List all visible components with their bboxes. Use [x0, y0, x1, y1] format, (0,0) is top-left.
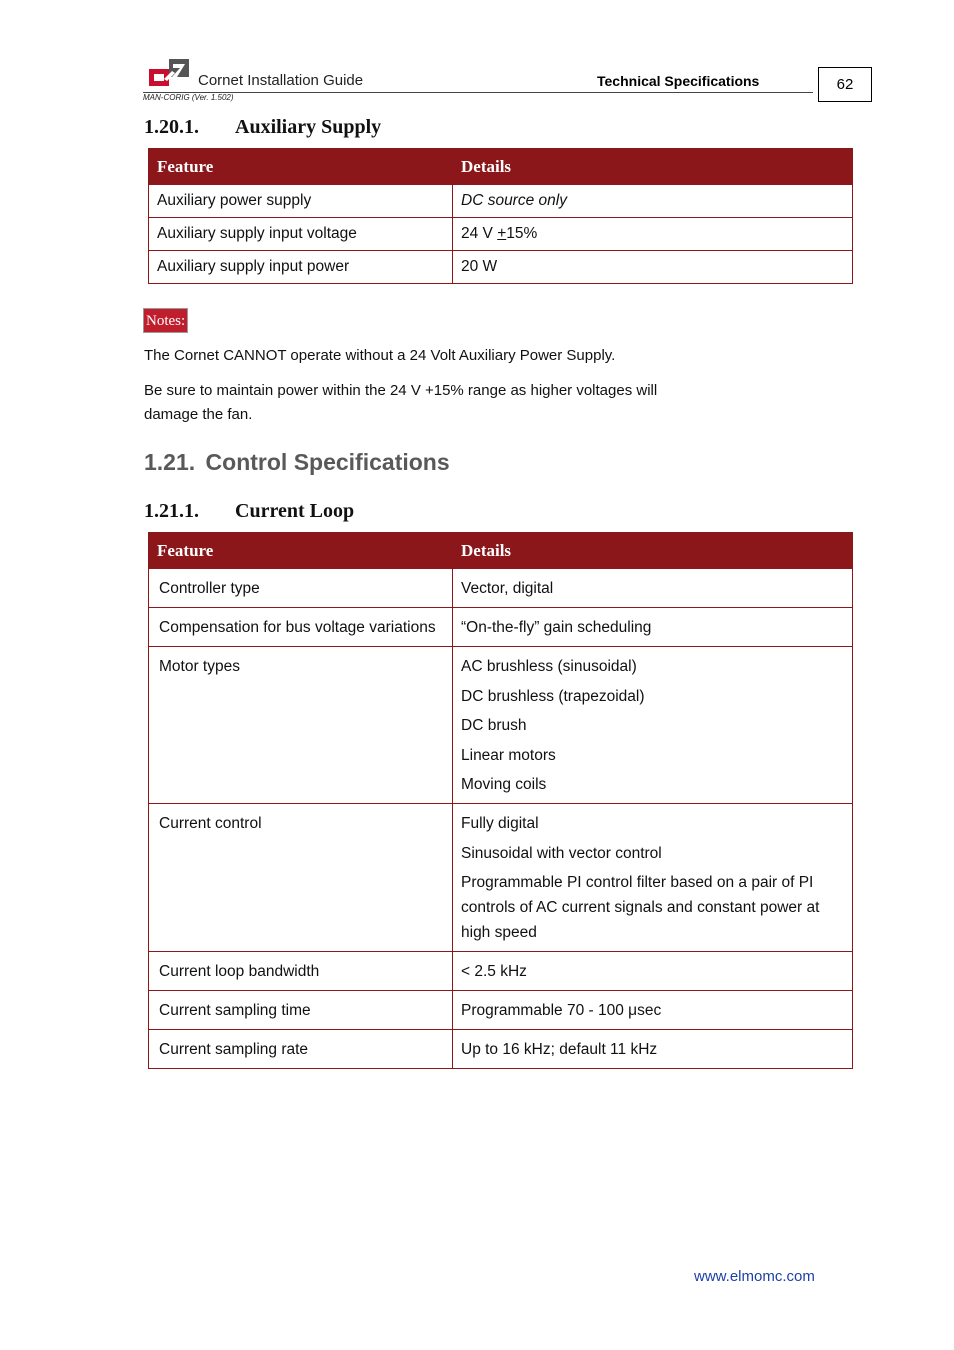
detail-line: Linear motors — [461, 746, 556, 764]
page-number: 62 — [818, 67, 872, 102]
heading-text: Control Specifications — [205, 449, 450, 475]
table-header-row — [149, 149, 853, 185]
table-row — [149, 569, 853, 608]
details-cell — [453, 952, 853, 991]
details-cell — [453, 218, 853, 251]
detail-line: Sinusoidal with vector control — [461, 844, 662, 862]
feature-cell: Compensation for bus voltage variations — [149, 608, 453, 647]
doc-version: MAN-CORIG (Ver. 1.502) — [143, 93, 234, 102]
feature-cell: Auxiliary power supply — [149, 185, 453, 218]
details-suffix: 15% — [506, 225, 538, 242]
feature-cell: Current sampling rate — [149, 1030, 453, 1069]
note-paragraph-1: The Cornet CANNOT operate without a 24 Volt Auxiliary Power Supply. — [144, 347, 616, 364]
details-cell — [453, 647, 853, 804]
header-section-title: Technical Specifications — [597, 73, 760, 89]
column-header-feature: Feature — [149, 533, 453, 569]
table-row — [149, 952, 853, 991]
detail-line: “On-the-fly” gain scheduling — [461, 619, 652, 636]
detail-line: Programmable 70 - 100 μsec — [461, 1002, 662, 1019]
table-row — [149, 804, 853, 952]
detail-line: Up to 16 kHz; default 11 kHz — [461, 1041, 658, 1058]
detail-line: Vector, digital — [461, 580, 554, 597]
table-row — [149, 991, 853, 1030]
feature-cell: Motor types — [149, 647, 453, 804]
current-loop-heading — [144, 500, 544, 526]
column-header-feature: Feature — [149, 149, 453, 185]
feature-cell: Auxiliary supply input voltage — [149, 218, 453, 251]
feature-cell: Current loop bandwidth — [149, 952, 453, 991]
details-cell — [453, 1030, 853, 1069]
detail-line: < 2.5 kHz — [461, 963, 527, 980]
column-header-details: Details — [453, 533, 853, 569]
details-cell — [453, 991, 853, 1030]
heading-number: 1.21. — [144, 449, 196, 475]
column-header-details: Details — [453, 149, 853, 185]
aux-supply-heading — [144, 116, 544, 142]
details-cell: 20 W — [453, 251, 853, 284]
plus-minus-sign: + — [497, 225, 507, 242]
heading-number: 1.20.1. — [144, 116, 199, 138]
notes-label: Notes: — [144, 309, 187, 332]
website-link[interactable]: www.elmomc.com — [694, 1268, 815, 1285]
feature-cell: Current control — [149, 804, 453, 952]
heading-text: Auxiliary Supply — [235, 116, 382, 138]
details-cell — [453, 608, 853, 647]
aux-supply-table — [148, 148, 853, 284]
heading-number: 1.21.1. — [144, 500, 199, 522]
details-cell: DC source only — [453, 185, 853, 218]
details-prefix: 24 V — [461, 225, 498, 242]
detail-line: DC brush — [461, 717, 527, 734]
elmo-logo-icon — [147, 58, 191, 88]
table-row — [149, 251, 853, 284]
feature-cell: Current sampling time — [149, 991, 453, 1030]
table-row — [149, 185, 853, 218]
table-row — [149, 1030, 853, 1069]
feature-cell: Auxiliary supply input power — [149, 251, 453, 284]
header-divider — [143, 92, 813, 93]
detail-line: Moving coils — [461, 776, 547, 793]
feature-cell: Controller type — [149, 569, 453, 608]
control-specs-heading — [144, 449, 450, 476]
note-paragraph-2-line-1: Be sure to maintain power within the 24 V +15% range as higher voltages will — [144, 382, 658, 399]
current-loop-table — [148, 532, 853, 1069]
current-loop-rows — [149, 569, 853, 1069]
detail-line: Fully digital — [461, 815, 539, 832]
details-cell — [453, 569, 853, 608]
detail-line: Programmable PI control filter based on a pair of PI controls of AC current signals and constant power at high speed — [461, 874, 820, 941]
table-header-row — [149, 533, 853, 569]
table-row — [149, 218, 853, 251]
detail-line: AC brushless (sinusoidal) — [461, 658, 637, 675]
table-row — [149, 608, 853, 647]
detail-line: DC brushless (trapezoidal) — [461, 687, 645, 705]
details-cell — [453, 804, 853, 952]
table-row — [149, 647, 853, 804]
note-paragraph-2-line-2: damage the fan. — [144, 406, 253, 423]
doc-title: Cornet Installation Guide — [198, 72, 364, 89]
heading-text: Current Loop — [235, 500, 355, 522]
